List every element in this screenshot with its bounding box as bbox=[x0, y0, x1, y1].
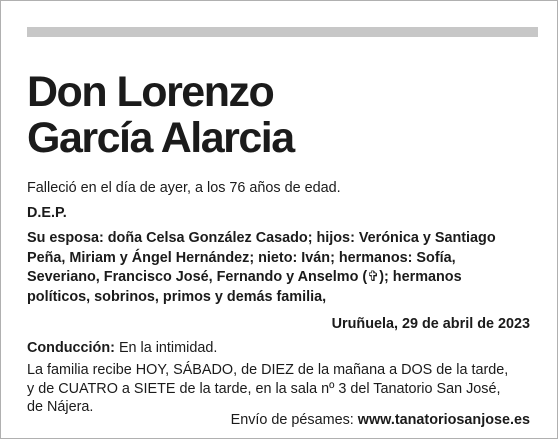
condolences-link[interactable]: www.tanatoriosanjose.es bbox=[357, 412, 530, 428]
wake-info bbox=[27, 361, 508, 417]
procession-value: En la intimidad. bbox=[118, 340, 218, 356]
death-notice: Falleció en el día de ayer, a los 76 años de edad. bbox=[27, 180, 341, 196]
deceased-name-line2: García Alarcia bbox=[27, 114, 294, 162]
deceased-name-line1: Don Lorenzo bbox=[27, 68, 274, 116]
procession-info bbox=[27, 339, 217, 358]
condolences-label: Envío de pésames: bbox=[230, 412, 354, 428]
family-line: políticos, sobrinos, primos y demás familia, bbox=[27, 288, 327, 305]
rip-text: D.E.P. bbox=[27, 205, 67, 221]
family-line: Su esposa: doña Celsa González Casado; hijos: Verónica y Santiago bbox=[27, 230, 496, 246]
family-line: Peña, Miriam y Ángel Hernández; nieto: Iván; hermanos: Sofía, bbox=[27, 249, 456, 266]
top-rule bbox=[27, 27, 538, 37]
procession-label: Conducción: bbox=[27, 340, 115, 356]
place-date: Uruñuela, 29 de abril de 2023 bbox=[331, 316, 530, 332]
family-line: Severiano, Francisco José, Fernando y Anselmo (✞); hermanos bbox=[27, 269, 462, 285]
family-list bbox=[27, 229, 496, 307]
condolences-info bbox=[231, 412, 530, 428]
wake-line: La familia recibe HOY, SÁBADO, de DIEZ de la mañana a DOS de la tarde, bbox=[27, 362, 509, 378]
wake-line: de Nájera. bbox=[27, 399, 94, 416]
wake-line: y de CUATRO a SIETE de la tarde, en la sala nº 3 del Tanatorio San José, bbox=[27, 380, 501, 397]
